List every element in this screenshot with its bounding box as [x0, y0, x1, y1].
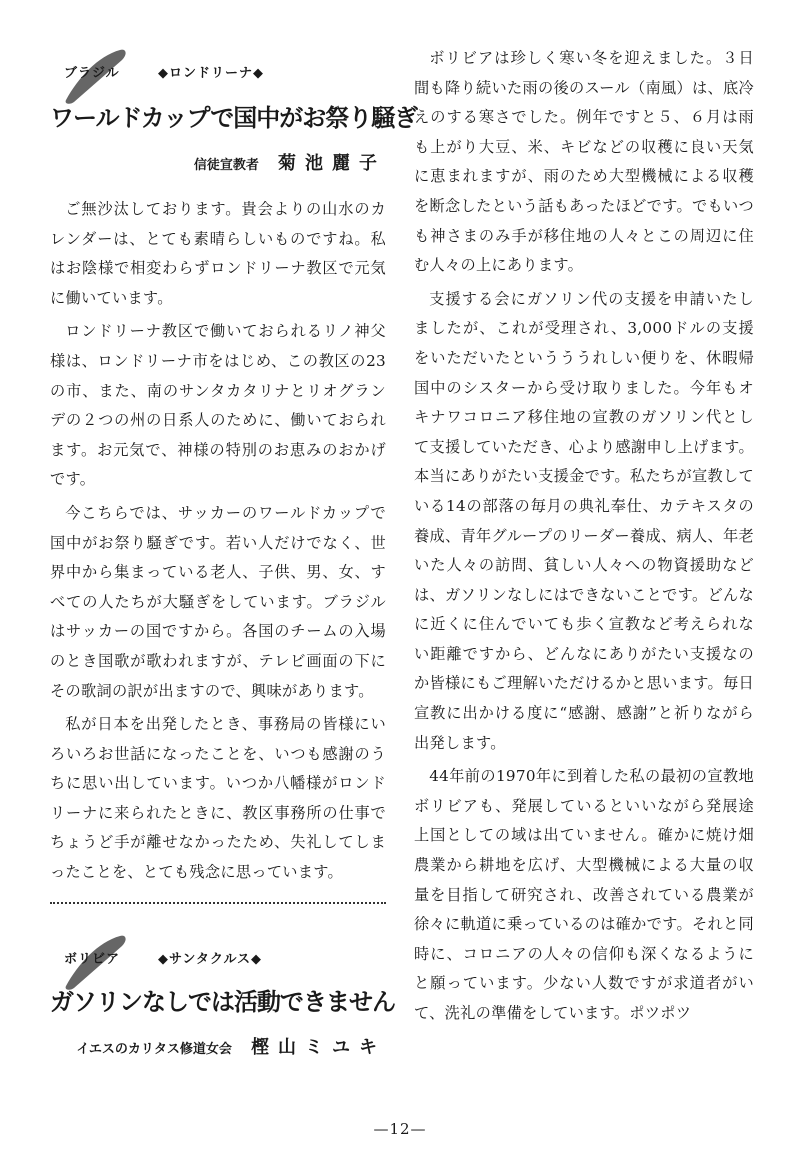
article2-author-role: イエスのカリタス修道女会: [76, 1041, 232, 1057]
article1-title: ワールドカップで国中がお祭り騒ぎ: [50, 104, 418, 132]
article1-paragraph: 私が日本を出発したとき、事務局の皆様にいろいろお世話になったことを、いつも感謝のうちに思い出しています。いつか八幡様がロンドリーナに来られたときに、教区事務所の仕事でちょうど手が離せなかったため、失礼してしまったことを、とても残念に思っています。: [50, 715, 386, 882]
article1-paragraph: 今こちらでは、サッカーのワールドカップで国中がお祭り騒ぎです。若い人だけでなく、世界中から集まっている老人、子供、男、女、すべての人たちが大騒ぎをしています。ブラジルはサッカーの国ですから。各国のチームの入場のとき国歌が歌われますが、テレビ画面の下にその歌詞の訳が出ますので、興味があります。: [50, 503, 386, 700]
article1-paragraph: ご無沙汰しております。貴会よりの山水のカレンダーは、とても素晴らしいものですね。私はお陰様で相変わらずロンドリーナ教区で元気に働いています。: [50, 200, 386, 307]
article2-tag: [50, 946, 386, 976]
article1-author-role: 信徒宣教者: [193, 158, 259, 173]
article1-author-name: 菊池麗子: [278, 153, 386, 174]
page-number: —12—: [373, 1120, 427, 1138]
right-column: [414, 0, 754, 1033]
left-column: [50, 0, 418, 1059]
article2-country: ボリビア: [64, 951, 121, 967]
article1-country: ブラジル: [64, 66, 120, 81]
article2-author-name: 樫山ミユキ: [251, 1036, 386, 1058]
article1-city: ◆ロンドリーナ◆: [158, 66, 264, 81]
article1-byline: [50, 149, 386, 175]
article1-paragraph: ロンドリーナ教区で働いておられるリノ神父様は、ロンドリーナ市をはじめ、この教区の23の市、また、南のサンタカタリナとリオグランデの２つの州の日系人のために、働いておられます。お元気で、神様の特別のお恵みのおかげです。: [50, 322, 386, 489]
article2-city: ◆サンタクルス◆: [158, 951, 263, 967]
article2-body: [414, 44, 754, 1029]
article2-paragraph: 支援する会にガソリン代の支援を申請いたしましたが、これが受理され、3,000ドルの支援をいただいたというううれしい便りを、休暇帰国中のシスターから受け取りました。今年もオキナワコロニア移住地の宣教のガソリン代として支援していただき、心より感謝申し上げます。本当にありがたい支援金です。私たちが宣教している14の部落の毎月の典礼奉仕、カテキスタの養成、青年グループのリーダー養成、病人、年老いた人々の訪問、貧しい人々への物資援助などは、ガソリンなしにはできないことです。どんなに近くに住んでいても歩く宣教など考えられない距離ですから、どんなにありがたい支援なのか皆様にもご理解いただけるかと思います。毎日宣教に出かける度に“感謝、感謝”と祈りながら出発します。: [414, 289, 754, 752]
article1-body: [50, 195, 386, 888]
article2-title: ガソリンなしでは活動できません: [50, 987, 395, 1016]
article2-paragraph: ボリビアは珍しく寒い冬を迎えました。３日間も降り続いた雨の後のスール（南風）は、底冷えのする寒さでした。例年ですと５、６月は雨も上がり大豆、米、キビなどの収穫に良い天気に恵まれますが、雨のため大型機械による収穫を断念したという話もあったほどです。でもいつも神さまのみ手が移住地の人々とこの周辺に住む人々の上にあります。: [414, 49, 754, 275]
article1-tag: [50, 60, 386, 90]
article2-byline: [50, 1033, 386, 1059]
article2-paragraph: 44年前の1970年に到着した私の最初の宣教地ボリビアも、発展しているといいながら発展途上国としての域は出ていません。確かに焼け畑農業から耕地を広げ、大型機械による大量の収量を目指して研究され、改善されている農業が徐々に軌道に乗っているのは確かです。それと同時に、コロニアの人々の信仰も深くなるようにと願っています。少ない人数ですが求道者がいて、洗礼の準備をしています。ポツポツ: [414, 767, 754, 1022]
